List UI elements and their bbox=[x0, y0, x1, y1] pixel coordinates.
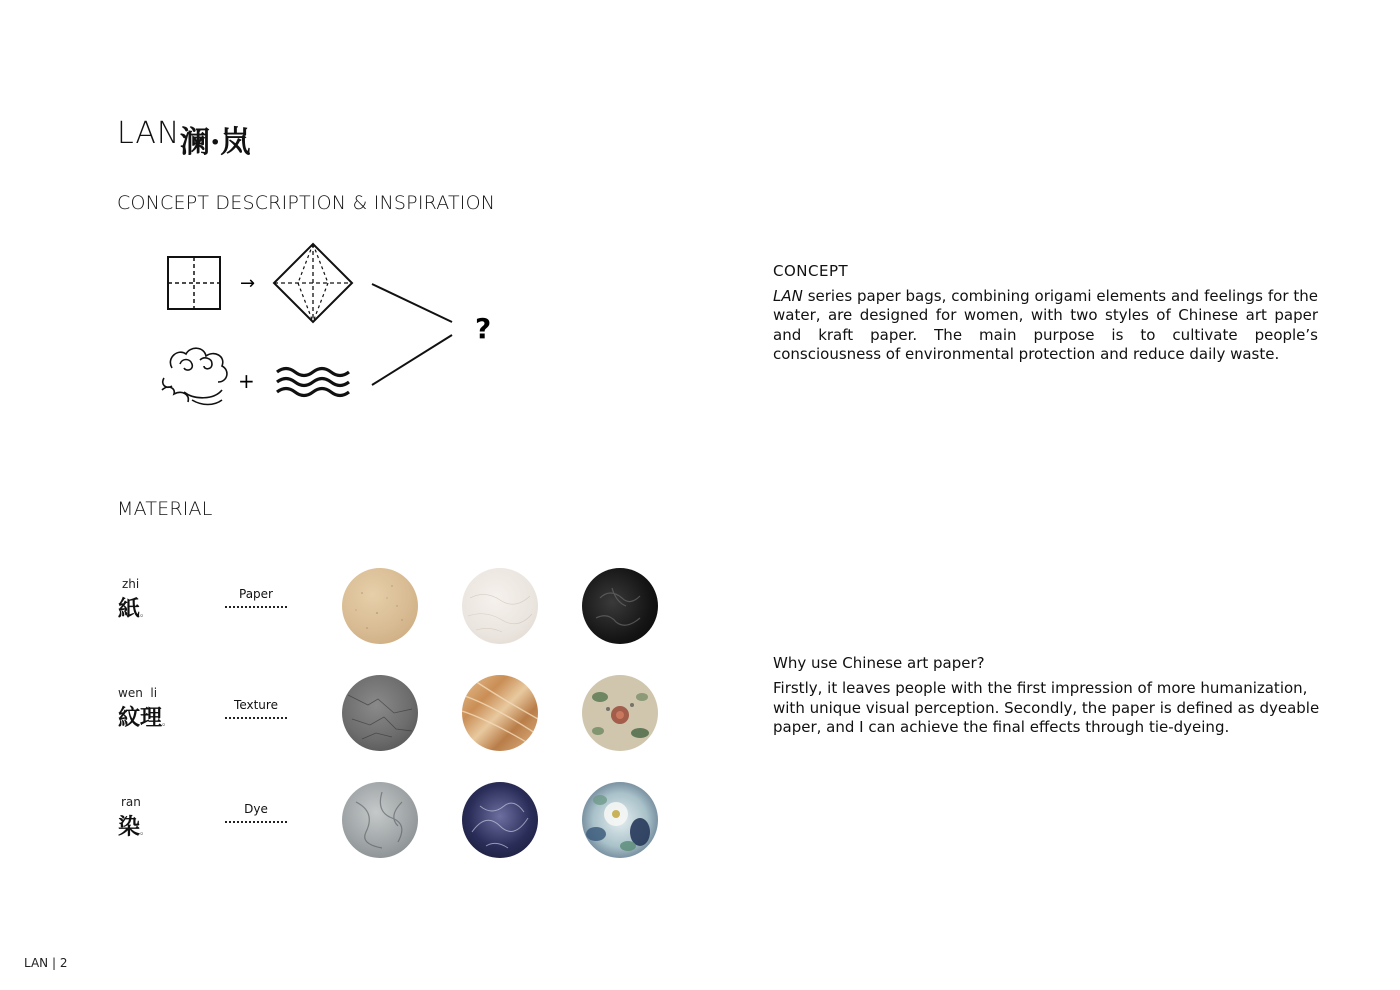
pinyin-ran: ran bbox=[121, 795, 141, 809]
swatch-stone-texture bbox=[342, 675, 418, 751]
converge-line-bottom bbox=[372, 335, 452, 385]
blue-floral-pattern bbox=[586, 795, 650, 851]
concept-title: CONCEPT bbox=[773, 262, 849, 280]
material-section-heading: MATERIAL bbox=[117, 498, 213, 520]
swatch-art-paper bbox=[462, 568, 538, 644]
title-latin: LAN bbox=[117, 116, 181, 151]
origami-diamond-icon bbox=[274, 244, 352, 322]
floral-pattern bbox=[592, 692, 649, 738]
swatch-indigo-dye bbox=[462, 782, 538, 858]
pinyin-zhi: zhi bbox=[122, 577, 140, 591]
hanzi-ran bbox=[118, 810, 149, 841]
material-label-texture: Texture bbox=[225, 698, 287, 719]
hanzi-zhi-text: 紙 bbox=[118, 596, 141, 622]
swatch-blue-floral-dye bbox=[582, 782, 658, 858]
plus-symbol: + bbox=[238, 369, 255, 393]
concept-body bbox=[773, 287, 1318, 364]
converge-line-top bbox=[372, 284, 452, 322]
material-label-dye: Dye bbox=[225, 802, 287, 823]
cloud-swirl-icon bbox=[162, 348, 227, 404]
why-body: Firstly, it leaves people with the first impression of more humanization, with unique visual perception. Secondly, the paper is defined as dyeable paper, and I can achieve the final effects through tie-dyeing. bbox=[773, 679, 1320, 736]
inspiration-diagram bbox=[150, 240, 510, 420]
concept-lead-italic: LAN bbox=[773, 287, 803, 305]
hanzi-zhi bbox=[118, 592, 149, 623]
swatch-floral-texture bbox=[582, 675, 658, 751]
pinyin-wenli: wen li bbox=[118, 686, 158, 700]
folded-square-icon bbox=[168, 257, 220, 309]
concept-body-text: series paper bags, combining origami elements and feelings for the water, are designed for women, with two styles of Chinese art paper and kraft paper. The main purpose is to cultivate people’s consciousness of environmental protection and reduce daily waste. bbox=[773, 287, 1318, 363]
hanzi-ran-text: 染 bbox=[118, 814, 141, 840]
waves-icon bbox=[277, 369, 349, 396]
title-chinese: 澜·岚 bbox=[180, 125, 251, 160]
material-label-paper: Paper bbox=[225, 587, 287, 608]
swatch-marble-texture bbox=[462, 675, 538, 751]
hanzi-zhi-mark: 。 bbox=[140, 609, 150, 619]
hanzi-ran-mark: 。 bbox=[140, 827, 150, 837]
swatch-smoke-dye bbox=[342, 782, 418, 858]
page-footer: LAN | 2 bbox=[24, 956, 68, 970]
hanzi-wenli-text: 紋理 bbox=[118, 705, 163, 731]
hanzi-wenli-mark: 。 bbox=[162, 718, 172, 728]
why-title: Why use Chinese art paper? bbox=[773, 654, 985, 672]
concept-section-heading: CONCEPT DESCRIPTION & INSPIRATION bbox=[117, 192, 496, 214]
question-symbol: ? bbox=[475, 312, 492, 345]
swatch-black-ink bbox=[582, 568, 658, 644]
hanzi-wenli bbox=[118, 701, 171, 732]
arrow-icon: → bbox=[240, 273, 256, 294]
swatch-kraft-paper bbox=[342, 568, 418, 644]
